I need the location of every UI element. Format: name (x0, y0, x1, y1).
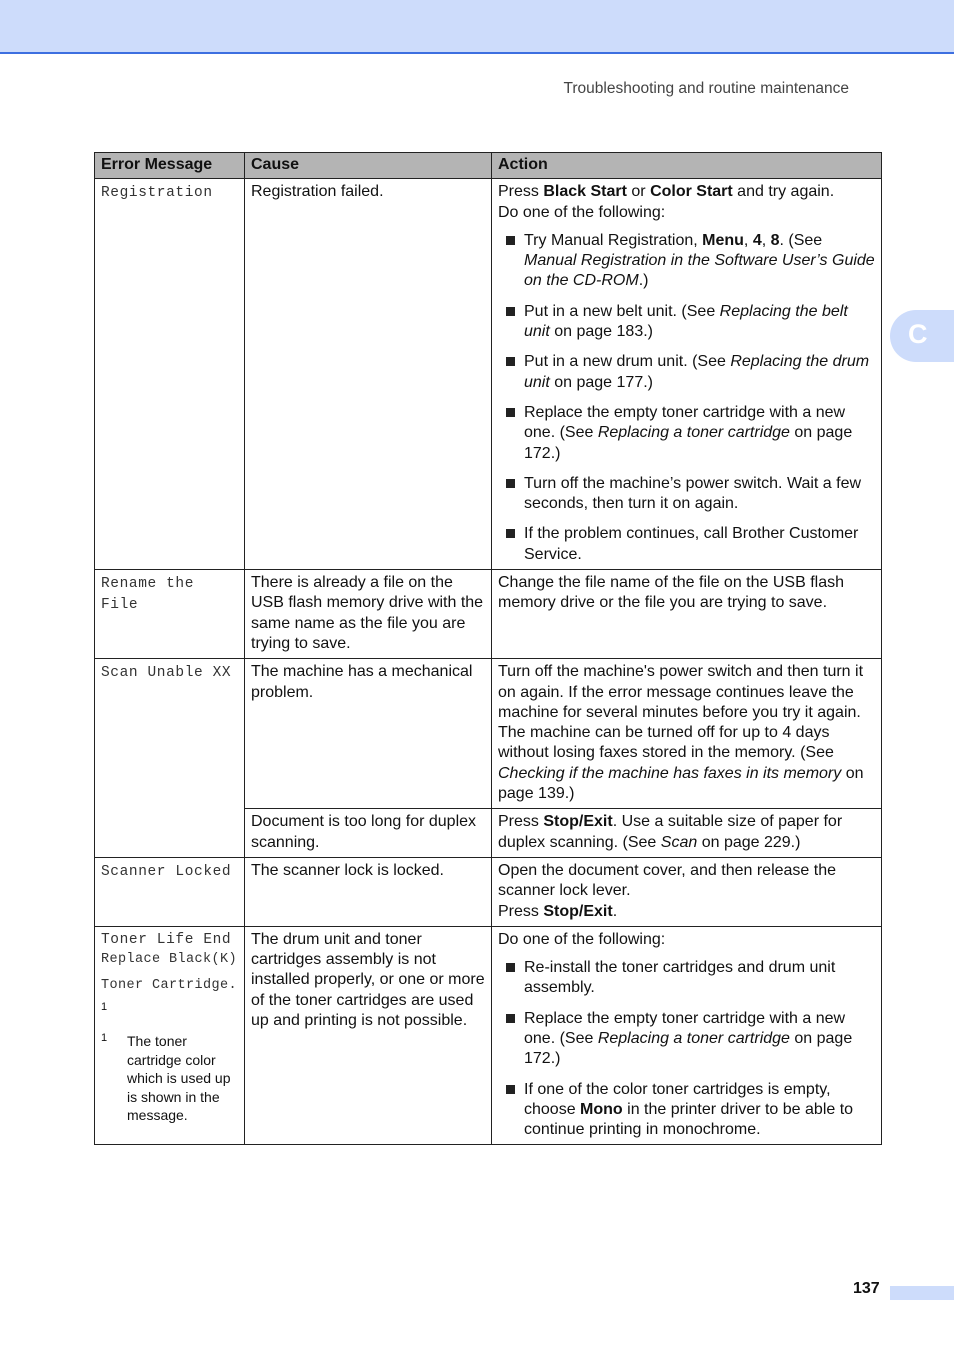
error-message-toner-line: Toner Cartridge. $^1$ (101, 978, 238, 1013)
list-item: If the problem continues, call Brother Customer Service. (498, 524, 875, 565)
action-list (498, 958, 875, 1140)
table-header-row (95, 153, 882, 179)
list-item: Replace the empty toner cartridge with a new one. (See Replacing a toner cartridge on page 172.) (498, 1009, 875, 1070)
action-line: Open the document cover, and then release the scanner lock lever. (498, 861, 837, 900)
action-cell: Change the file name of the file on the USB flash memory drive or the file you are trying to save. (492, 570, 882, 659)
list-item: Put in a new drum unit. (See Replacing the drum unit on page 177.) (498, 352, 875, 393)
header-error-message: Error Message (95, 153, 245, 179)
list-item: Replace the empty toner cartridge with a new one. (See Replacing a toner cartridge on page 172.) (498, 403, 875, 464)
error-message-replace: Replace Black(K) (101, 952, 238, 968)
table-row-rename (95, 570, 882, 659)
error-message-scanner-locked: Scanner Locked (101, 863, 232, 880)
cause-cell: The machine has a mechanical problem. (245, 659, 492, 809)
error-message-registration: Registration (101, 185, 213, 202)
action-cell: Turn off the machine's power switch and then turn it on again. If the error message continues leave the machine for several minutes before you try it again. The machine can be turned off for up to 4 days without losing faxes stored in the memory. (See Checking if the machine has faxes in its memory on page 139.) (492, 659, 882, 809)
cause-cell: The scanner lock is locked. (245, 857, 492, 926)
page-number: 137 (853, 1280, 880, 1297)
header-action: Action (492, 153, 882, 179)
list-item: If one of the color toner cartridges is empty, choose Mono in the printer driver to be able to continue printing in monochrome. (498, 1080, 875, 1141)
cause-cell (245, 179, 492, 570)
action-cell (492, 179, 882, 570)
list-item: Put in a new belt unit. (See Replacing the belt unit on page 183.) (498, 302, 875, 343)
action-cell (492, 926, 882, 1145)
cause-cell: The drum unit and toner cartridges assembly is not installed properly, or one or more of the toner cartridges are used up and printing is not possible. (245, 926, 492, 1145)
footer-bar (890, 1286, 954, 1300)
chapter-letter: C (908, 319, 928, 349)
header-bar (0, 0, 954, 54)
running-title: Troubleshooting and routine maintenance (563, 80, 849, 97)
table-row-scanner-locked (95, 857, 882, 926)
error-message-cell (95, 179, 245, 570)
footnote-ref: 1 (101, 1000, 108, 1013)
chapter-tab (890, 310, 954, 362)
error-message-cell (95, 857, 245, 926)
action-cell (492, 857, 882, 926)
error-message-cell (95, 659, 245, 858)
error-message-cell (95, 570, 245, 659)
cause-cell: Document is too long for duplex scanning. (245, 809, 492, 858)
error-message-scan-unable: Scan Unable XX (101, 665, 232, 682)
footnote: 1 The toner cartridge color which is used up is shown in the message. (101, 1032, 231, 1124)
table-row-scan-unable (95, 659, 882, 809)
error-message-toner-life-end: Toner Life End (101, 931, 232, 948)
cause-text: Registration failed. (251, 183, 384, 201)
action-list (498, 231, 875, 565)
action-line: Press Stop/Exit. (498, 902, 618, 920)
action-cell: Press Stop/Exit. Use a suitable size of paper for duplex scanning. (See Scan on page 229.) (492, 809, 882, 858)
table-row-toner (95, 926, 882, 1145)
error-message-cell (95, 926, 245, 1145)
action-intro: Do one of the following: (498, 203, 666, 221)
list-item: Try Manual Registration, Menu, 4, 8. (See Manual Registration in the Software User’s Guide on the CD-ROM.) (498, 231, 875, 292)
action-line: Press Black Start or Color Start and try again. (498, 183, 835, 201)
list-item: Re-install the toner cartridges and drum unit assembly. (498, 958, 875, 999)
action-intro: Do one of the following: (498, 930, 666, 948)
error-message-rename: Rename the File (101, 576, 195, 614)
header-cause: Cause (245, 153, 492, 179)
cause-cell: There is already a file on the USB flash memory drive with the same name as the file you are trying to save. (245, 570, 492, 659)
error-message-table (94, 152, 882, 1145)
table-row-registration (95, 179, 882, 570)
list-item: Turn off the machine’s power switch. Wait a few seconds, then turn it on again. (498, 474, 875, 515)
